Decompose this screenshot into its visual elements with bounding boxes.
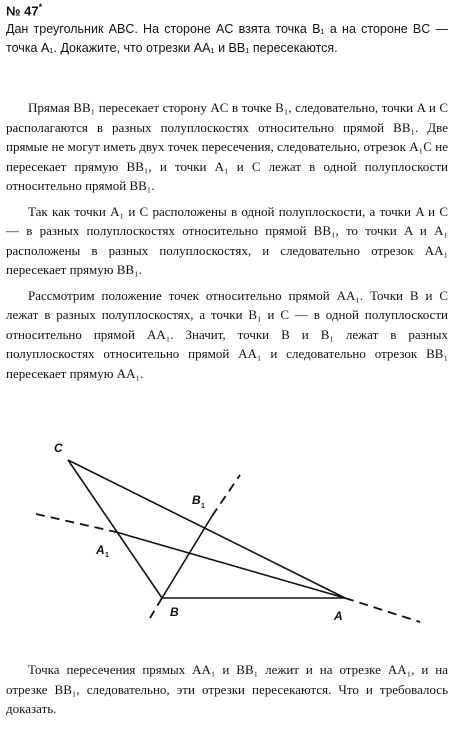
line-aa1-extension	[36, 514, 116, 532]
problem-number	[6, 2, 42, 18]
label-a1-sub: 1	[105, 552, 109, 559]
label-b: B	[170, 605, 179, 619]
label-b1-sub: 1	[201, 503, 205, 510]
line-bb1-extension-bottom	[150, 598, 162, 618]
line-bb1-extension	[212, 475, 240, 516]
triangle-figure	[0, 430, 454, 655]
label-b1: B	[192, 493, 201, 507]
problem-statement: Дан треугольник ABC. На стороне AC взята точка B₁ а на стороне BC — точка A₁. Докажите, что отрезки AA₁ и BB₁ пересекаются.	[6, 22, 448, 55]
segment-aa1	[116, 532, 345, 598]
solution-paragraph-2: Так как точки A₁ и C расположены в одной полуплоскости, а точки A и C — в разных полуплоскостях относительно прямой BB₁, то точки A и A₁ расположены в разных полуплоскостях, и следовательно отрезок AA₁ пересекает прямую BB₁.	[6, 203, 448, 277]
side-ca	[68, 460, 345, 598]
side-cb	[68, 460, 162, 598]
problem-star: *	[38, 2, 43, 12]
label-c: C	[54, 441, 63, 455]
line-aa1-extension-right	[345, 598, 420, 622]
label-a1: A	[96, 543, 105, 557]
solution-paragraph-1: Прямая BB₁ пересекает сторону AC в точке B₁, следовательно, точки A и C располагаются в разных полуплоскостях относительно прямой BB₁. Две прямые не могут иметь двух точек пересечения, следовательно, отрезок A₁C не пересекает прямую BB₁, и точки A₁ и C лежат в одной полуплоскости относительно прямой BB₁.	[6, 100, 448, 193]
solution-paragraph-3: Рассмотрим положение точек относительно прямой AA₁. Точки B и C лежат в разных полуплоскостях, а точки B₁ и C — в одной полуплоскости относительно прямой AA₁. Значит, точки B и B₁ лежат в разных полуплоскостях относительно прямой AA₁ и следовательно отрезок BB₁ пересекает прямую AA₁.	[6, 287, 448, 381]
solution	[6, 98, 448, 389]
conclusion-text: Точка пересечения прямых AA₁ и BB₁ лежит и на отрезке AA₁, и на отрезке BB₁, следовательно, эти отрезки пересекаются. Что и требовалось доказать.	[6, 662, 448, 716]
conclusion	[6, 660, 448, 725]
problem-number-text: № 47	[6, 3, 39, 19]
label-a: A	[334, 609, 343, 623]
